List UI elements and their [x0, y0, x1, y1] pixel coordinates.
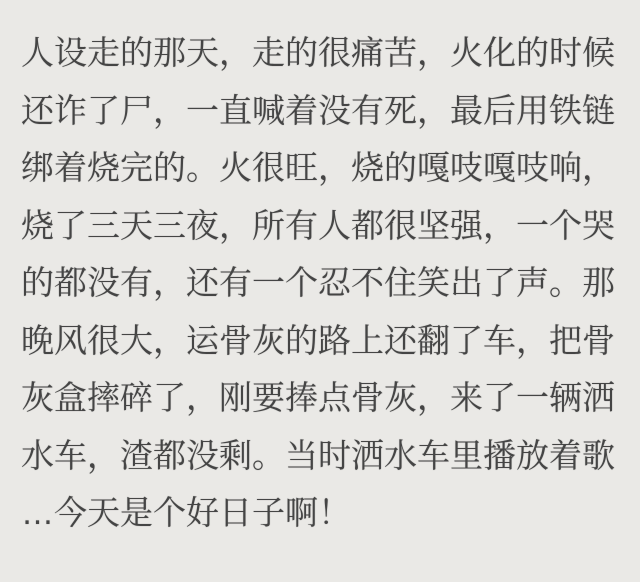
text-line: 水车，渣都没剩。当时洒水车里播放着歌	[21, 436, 615, 474]
text-line: 灰盒摔碎了，刚要捧点骨灰，来了一辆洒	[21, 379, 615, 416]
text-line: 烧了三天三夜，所有人都很坚强，一个哭	[21, 206, 615, 244]
text-line: 绑着烧完的。火很旺，烧的嘎吱嘎吱响，	[21, 149, 615, 186]
text-line: 人设走的那天，走的很痛苦，火化的时候	[21, 34, 615, 71]
text-line: …今天是个好日子啊！	[21, 494, 351, 531]
text-line: 晚风很大，运骨灰的路上还翻了车，把骨	[21, 321, 615, 359]
text-line: 还诈了尸，一直喊着没有死，最后用铁链	[21, 91, 615, 129]
text-line: 的都没有，还有一个忍不住笑出了声。那	[21, 264, 615, 301]
